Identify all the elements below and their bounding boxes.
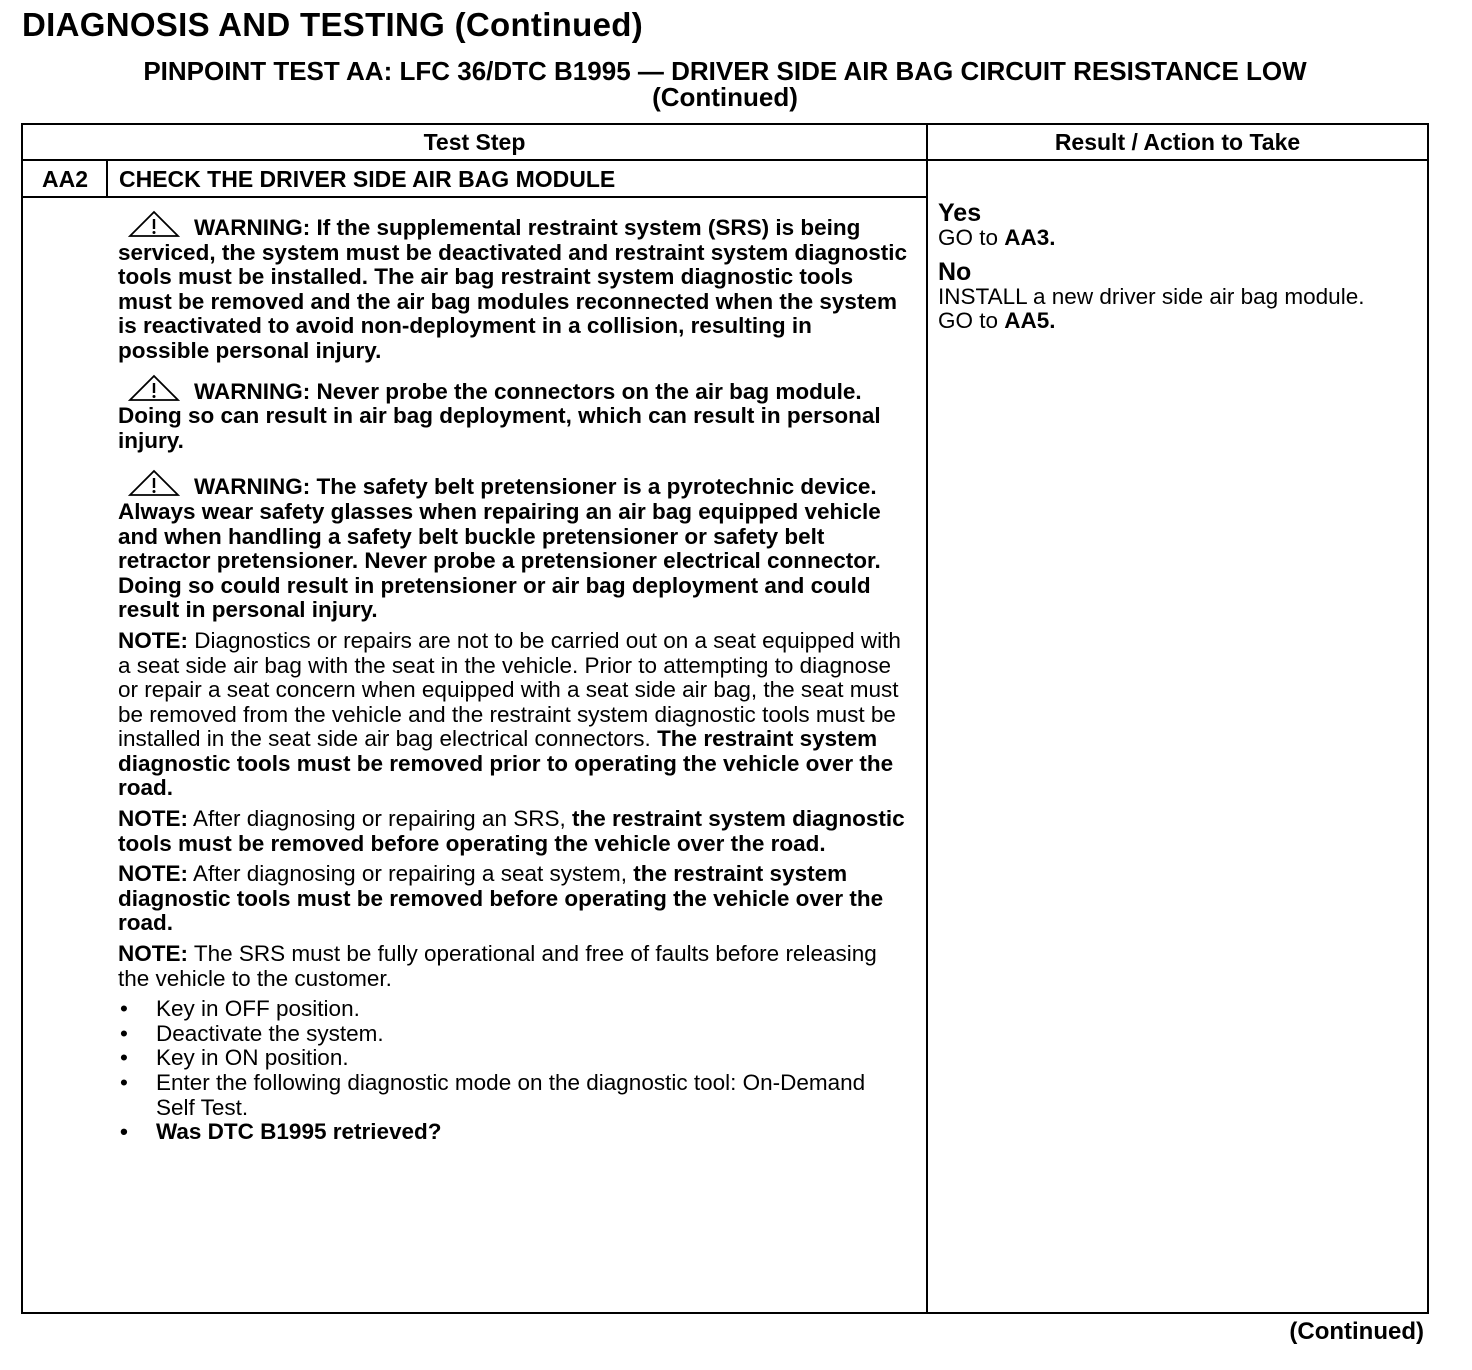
test-step-body <box>118 210 908 1145</box>
result-action <box>938 201 1398 344</box>
list-item <box>118 1022 908 1047</box>
step-list <box>118 997 908 1145</box>
pinpoint-test-title <box>0 58 1450 110</box>
warning-2 <box>118 374 908 454</box>
column-header-result: Result / Action to Take <box>1054 129 1301 155</box>
subtitle-line-2: (Continued) <box>652 82 798 112</box>
step-text: Enter the following diagnostic mode on the diagnostic tool: On-Demand Self Test. <box>156 1070 866 1120</box>
no-action <box>938 285 1398 334</box>
yes-label: Yes <box>938 199 982 227</box>
warning-3 <box>118 469 908 623</box>
warning-1-text: WARNING: If the supplemental restraint system (SRS) is being serviced, the system must be deactivated and restraint system diagnostic tools must be installed. The air bag restraint system diagnostic tools must be removed and the air bag modules reconnected when the system is reactivated to avoid non-deployment in a collision, resulting in possible personal injury. <box>118 215 908 363</box>
note-3-text: After diagnosing or repairing a seat system, <box>193 861 627 887</box>
no-action-text: INSTALL a new driver side air bag module. GO to <box>938 283 1365 334</box>
note-2-bold: the restraint system diagnostic tools must be removed before operating the vehicle over the road. <box>118 806 905 856</box>
step-text: Key in ON position. <box>156 1045 349 1071</box>
note-4-text: The SRS must be fully operational and free of faults before releasing the vehicle to the customer. <box>118 941 877 991</box>
note-1-text: Diagnostics or repairs are not to be carried out on a seat equipped with a seat side air bag with the seat in the vehicle. Prior to attempting to diagnose or repair a seat concern when equipped with a seat side air bag, the seat must be removed from the vehicle and the restraint system diagnostic tools must be installed in the seat side air bag electrical connectors. <box>118 627 901 752</box>
warning-triangle-icon <box>128 469 180 497</box>
column-divider <box>926 125 928 1314</box>
pinpoint-test-table <box>21 123 1429 1314</box>
step-text: Deactivate the system. <box>156 1020 384 1046</box>
no-label: No <box>938 258 972 287</box>
bullet: • <box>120 1020 128 1046</box>
bullet: • <box>120 1045 128 1071</box>
step-text: Key in OFF position. <box>156 996 360 1022</box>
warning-triangle-icon <box>128 374 180 402</box>
list-item <box>118 1071 908 1120</box>
page-title: DIAGNOSIS AND TESTING (Continued) <box>22 6 643 43</box>
warning-1 <box>118 210 908 364</box>
list-item <box>118 1046 908 1071</box>
yes-action <box>938 226 1398 251</box>
warning-triangle-icon <box>128 210 180 238</box>
step-id: AA2 <box>41 166 88 192</box>
warning-3-text: WARNING: The safety belt pretensioner is a pyrotechnic device. Always wear safety glasses when repairing an air bag equipped vehicle and when handling a safety belt buckle pretensioner or safety belt retractor pretensioner. Never probe a pretensioner electrical connector. Doing so could result in pretensioner or air bag deployment and could result in personal injury. <box>118 474 881 623</box>
bullet: • <box>120 1119 128 1145</box>
note-4 <box>118 942 908 991</box>
note-2 <box>118 807 908 856</box>
list-item <box>118 997 908 1022</box>
note-1-bold: The restraint system diagnostic tools must be removed prior to operating the vehicle over the road. <box>118 726 894 801</box>
note-2-text: After diagnosing or repairing an SRS, <box>193 806 566 832</box>
step-title: CHECK THE DRIVER SIDE AIR BAG MODULE <box>119 166 616 192</box>
note-1 <box>118 629 908 801</box>
continued-footer: (Continued) <box>1289 1318 1424 1345</box>
result-no <box>938 260 1398 334</box>
bullet: • <box>120 996 128 1022</box>
yes-target: AA3. <box>1004 224 1056 250</box>
note-label: NOTE: <box>118 941 188 967</box>
subtitle-line-1: PINPOINT TEST AA: LFC 36/DTC B1995 — DRIVER SIDE AIR BAG CIRCUIT RESISTANCE LOW <box>143 56 1307 86</box>
note-label: NOTE: <box>118 806 188 832</box>
note-label: NOTE: <box>118 861 188 887</box>
note-label: NOTE: <box>118 627 188 653</box>
yes-action-text: GO to <box>938 224 999 250</box>
bullet: • <box>120 1070 128 1095</box>
note-3-bold: the restraint system diagnostic tools must be removed before operating the vehicle over the road. <box>118 861 884 936</box>
column-header-test-step: Test Step <box>423 129 526 155</box>
note-3 <box>118 862 908 936</box>
question-text: Was DTC B1995 retrieved? <box>156 1119 442 1145</box>
warning-2-text: WARNING: Never probe the connectors on the air bag module. Doing so can result in air bag deployment, which can result in personal injury. <box>118 378 881 453</box>
result-yes <box>938 201 1398 250</box>
list-item-question <box>118 1120 908 1145</box>
no-target: AA5. <box>1004 308 1056 334</box>
